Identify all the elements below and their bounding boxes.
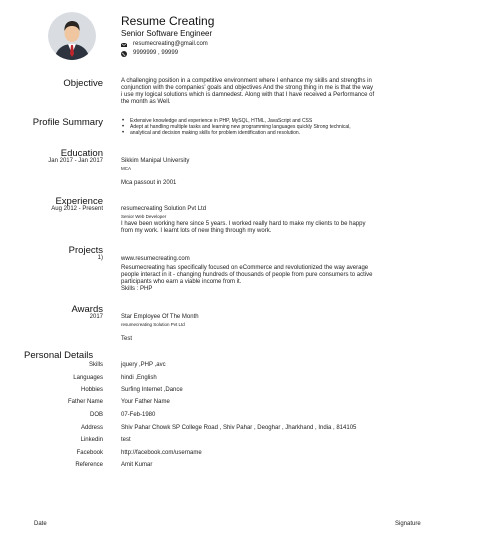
email-row bbox=[121, 41, 208, 48]
project-line: Resumecreating has specifically focused on eCommerce and revolutionized the way average bbox=[121, 265, 369, 271]
detail-label: Languages bbox=[73, 375, 103, 381]
detail-value: hindi ,English bbox=[121, 375, 157, 381]
detail-label: Father Name bbox=[67, 399, 103, 405]
list-item: • Extensive knowledge and experience in PHP, MySQL, HTML, JavaScript and CSS bbox=[130, 118, 456, 124]
phone-icon bbox=[121, 51, 127, 57]
awards-heading: Awards bbox=[71, 304, 103, 315]
detail-label: Hobbies bbox=[80, 387, 103, 393]
detail-label: DOB bbox=[89, 412, 103, 418]
objective-line: conjunction with the companies' goals and objectives And the strong thing in me is that the way bbox=[121, 85, 373, 91]
education-heading: Education bbox=[60, 148, 103, 159]
project-line: participants who earn a viable income from it. bbox=[121, 279, 242, 285]
detail-value: test bbox=[121, 437, 131, 443]
list-item: • analytical and decision making skills for problem identification and resolution. bbox=[130, 130, 456, 136]
objective-line: the month as Well. bbox=[121, 99, 171, 105]
projects-heading: Projects bbox=[68, 245, 103, 256]
education-note: Mca passout in 2001 bbox=[121, 180, 177, 186]
objective-text bbox=[121, 78, 456, 106]
job-title: Senior Software Engineer bbox=[121, 29, 213, 38]
objective-heading: Objective bbox=[63, 78, 103, 89]
education-degree: MCA bbox=[121, 166, 131, 171]
detail-value: Surfing Internet ,Dance bbox=[121, 387, 183, 393]
experience-role: Senior Web Developer bbox=[121, 214, 167, 219]
experience-heading: Experience bbox=[55, 196, 103, 207]
objective-line: i use my logical solutions which is damnedest. Along with that I have received a Performance of bbox=[121, 92, 375, 98]
signature-label: Signature bbox=[395, 521, 421, 527]
detail-label: Facebook bbox=[76, 450, 103, 456]
list-item: • Adept at handling multiple tasks and learning new programming languages quickly Strong technical, bbox=[130, 124, 456, 130]
detail-label: Reference bbox=[75, 462, 103, 468]
personal-details-heading: Personal Details bbox=[24, 350, 94, 361]
experience-text bbox=[121, 221, 456, 235]
education-school: Sikkim Manipal University bbox=[121, 158, 190, 164]
email-icon bbox=[121, 42, 127, 48]
award-year: 2017 bbox=[89, 314, 103, 320]
detail-value: Amit Kumar bbox=[121, 462, 153, 468]
experience-line: I have been working here since 5 years. I worked really hard to make my clients to be happy bbox=[121, 221, 366, 227]
detail-label: Address bbox=[80, 425, 103, 431]
candidate-name: Resume Creating bbox=[121, 14, 215, 28]
detail-value: 07-Feb-1980 bbox=[121, 412, 156, 418]
phone-row bbox=[121, 50, 178, 57]
project-url: www.resumecreating.com bbox=[121, 256, 190, 262]
avatar bbox=[48, 12, 96, 60]
objective-line: A challenging position in a competitive environment where I enhance my skills and strengths in bbox=[121, 78, 372, 84]
experience-date: Aug 2012 - Present bbox=[51, 206, 103, 212]
award-org: resumecreating Solution Pvt Ltd bbox=[121, 322, 185, 327]
award-note: Test bbox=[121, 336, 133, 342]
project-number: 1) bbox=[97, 255, 103, 261]
experience-company: resumecreating Solution Pvt Ltd bbox=[121, 206, 207, 212]
detail-value: Your Father Name bbox=[121, 399, 170, 405]
detail-value: http://facebook.com/username bbox=[121, 450, 202, 456]
project-line: Skills : PHP bbox=[121, 286, 153, 292]
detail-label: Skills bbox=[88, 362, 103, 368]
detail-value: jquery ,PHP ,avc bbox=[121, 362, 166, 368]
phone-text: 9999999 , 99999 bbox=[133, 50, 179, 56]
detail-label: Linkedin bbox=[80, 437, 103, 443]
experience-line: from my work. I learnt lots of new thing through my work. bbox=[121, 228, 272, 234]
date-label: Date bbox=[34, 521, 47, 527]
education-date: Jan 2017 - Jan 2017 bbox=[48, 158, 103, 164]
project-text bbox=[121, 265, 456, 293]
detail-value: Shiv Pahar Chowk SP College Road , Shiv Pahar , Deoghar , Jharkhand , India , 814105 bbox=[121, 425, 357, 431]
award-title: Star Employee Of The Month bbox=[121, 314, 199, 320]
email-text: resumecreating@gmail.com bbox=[133, 41, 208, 47]
profile-summary-heading: Profile Summary bbox=[32, 117, 103, 128]
profile-summary-list bbox=[121, 118, 456, 136]
project-line: people interact in it - changing hundreds of thousands of people from pure consumers to active bbox=[121, 272, 373, 278]
